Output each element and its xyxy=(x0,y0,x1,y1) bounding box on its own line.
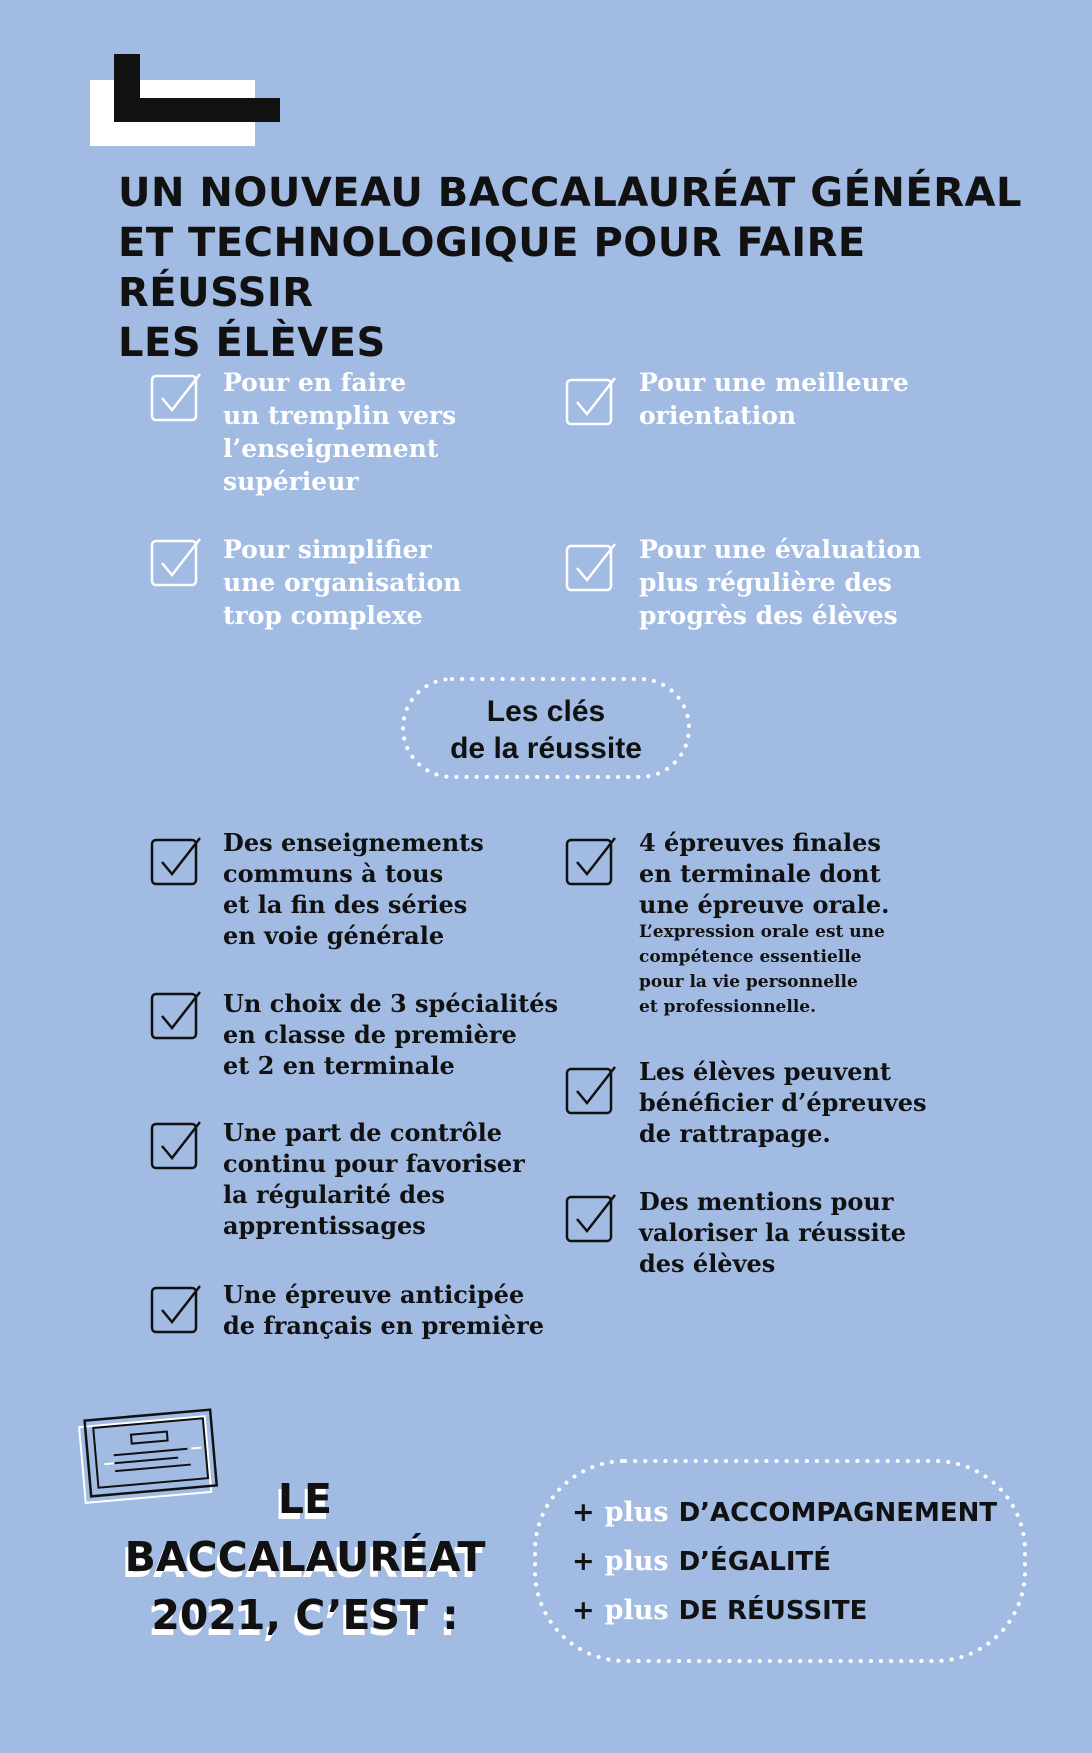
corner-logo-black-horizontal xyxy=(114,98,280,122)
key-line: valoriser la réussite xyxy=(639,1218,907,1247)
plus-word: plus xyxy=(604,1497,669,1528)
goal-text xyxy=(639,366,909,432)
key-note xyxy=(639,920,889,1020)
key-line: et 2 en terminale xyxy=(223,1051,455,1080)
checkbox-icon xyxy=(150,537,202,589)
key-line: en classe de première xyxy=(223,1020,517,1049)
checkbox-icon xyxy=(150,990,202,1042)
keys-badge xyxy=(400,676,692,780)
key-line: Les élèves peuvent xyxy=(639,1057,891,1086)
checkbox-icon xyxy=(150,836,202,888)
goal-line: une organisation xyxy=(223,568,462,597)
goal-text xyxy=(639,533,921,632)
checkbox-icon xyxy=(565,836,617,888)
plus-badge xyxy=(532,1458,1028,1664)
key-line: de rattrapage. xyxy=(639,1119,831,1148)
key-line: bénéficier d’épreuves xyxy=(639,1088,927,1117)
plus-icon: + xyxy=(572,1546,595,1577)
key-note-line: et professionnelle. xyxy=(639,997,817,1017)
key-line: Des enseignements xyxy=(223,828,484,857)
plus-word: plus xyxy=(604,1546,669,1577)
key-line: Un choix de 3 spécialités xyxy=(223,989,558,1018)
plus-item xyxy=(572,1496,997,1530)
plus-icon: + xyxy=(572,1595,595,1626)
key-note-line: L’expression orale est une xyxy=(639,922,885,942)
key-line: communs à tous xyxy=(223,859,444,888)
checkbox-icon xyxy=(150,372,202,424)
key-line: et la fin des séries xyxy=(223,890,468,919)
checkbox-icon xyxy=(565,1193,617,1245)
key-line: Des mentions pour xyxy=(639,1187,894,1216)
key-text xyxy=(223,1279,544,1341)
goal-line: progrès des élèves xyxy=(639,601,898,630)
checkbox-icon xyxy=(565,1065,617,1117)
goal-line: trop complexe xyxy=(223,601,423,630)
goal-line: Pour une évaluation xyxy=(639,535,922,564)
goal-line: Pour simplifier xyxy=(223,535,432,564)
goal-line: supérieur xyxy=(223,467,359,496)
goal-line: plus régulière des xyxy=(639,568,892,597)
key-line: apprentissages xyxy=(223,1211,426,1240)
title-line: ET TECHNOLOGIQUE POUR FAIRE RÉUSSIR xyxy=(118,220,866,316)
keys-heading xyxy=(400,693,692,767)
key-note-line: pour la vie personnelle xyxy=(639,972,858,992)
checkbox-icon xyxy=(565,376,617,428)
key-text xyxy=(223,1117,525,1241)
key-line: continu pour favoriser xyxy=(223,1149,525,1178)
key-line: la régularité des xyxy=(223,1180,445,1209)
keys-heading-line: Les clés xyxy=(486,695,606,728)
plus-strong-text: DE RÉUSSITE xyxy=(678,1596,868,1626)
key-line: une épreuve orale. xyxy=(639,890,890,919)
key-text xyxy=(639,1056,927,1149)
key-note-line: compétence essentielle xyxy=(639,947,862,967)
plus-word: plus xyxy=(604,1595,669,1626)
checkbox-icon xyxy=(150,1284,202,1336)
key-line: Une épreuve anticipée xyxy=(223,1280,525,1309)
key-text xyxy=(639,827,889,1020)
title-line: LES ÉLÈVES xyxy=(118,320,386,366)
plus-icon: + xyxy=(572,1497,595,1528)
key-line: en terminale dont xyxy=(639,859,881,888)
checkbox-icon xyxy=(150,1120,202,1172)
goal-text xyxy=(223,366,456,498)
key-line: en voie générale xyxy=(223,921,445,950)
key-line: des élèves xyxy=(639,1249,776,1278)
plus-strong-text: D’ACCOMPAGNEMENT xyxy=(678,1498,998,1528)
checkbox-icon xyxy=(565,542,617,594)
key-line: 4 épreuves finales xyxy=(639,828,881,857)
goal-line: un tremplin vers xyxy=(223,401,457,430)
goal-line: l’enseignement xyxy=(223,434,439,463)
plus-strong-text: D’ÉGALITÉ xyxy=(678,1547,832,1577)
bac-title-line: LE xyxy=(277,1475,333,1523)
key-text xyxy=(223,827,484,951)
page-title xyxy=(118,168,1068,368)
goal-line: Pour en faire xyxy=(223,368,407,397)
key-line: de français en première xyxy=(223,1311,544,1340)
goal-text xyxy=(223,533,461,632)
plus-item xyxy=(572,1594,867,1628)
key-line: Une part de contrôle xyxy=(223,1118,503,1147)
goal-line: orientation xyxy=(639,401,797,430)
key-text xyxy=(639,1186,906,1279)
bac-2021-title xyxy=(95,1470,515,1644)
title-line: UN NOUVEAU BACCALAURÉAT GÉNÉRAL xyxy=(118,170,1022,216)
bac-title-line: BACCALAURÉAT xyxy=(124,1533,486,1581)
key-text xyxy=(223,988,558,1081)
goal-line: Pour une meilleure xyxy=(639,368,909,397)
bac-title-line: 2021, C’EST : xyxy=(151,1591,459,1639)
keys-heading-line: de la réussite xyxy=(450,732,642,765)
plus-item xyxy=(572,1545,831,1579)
